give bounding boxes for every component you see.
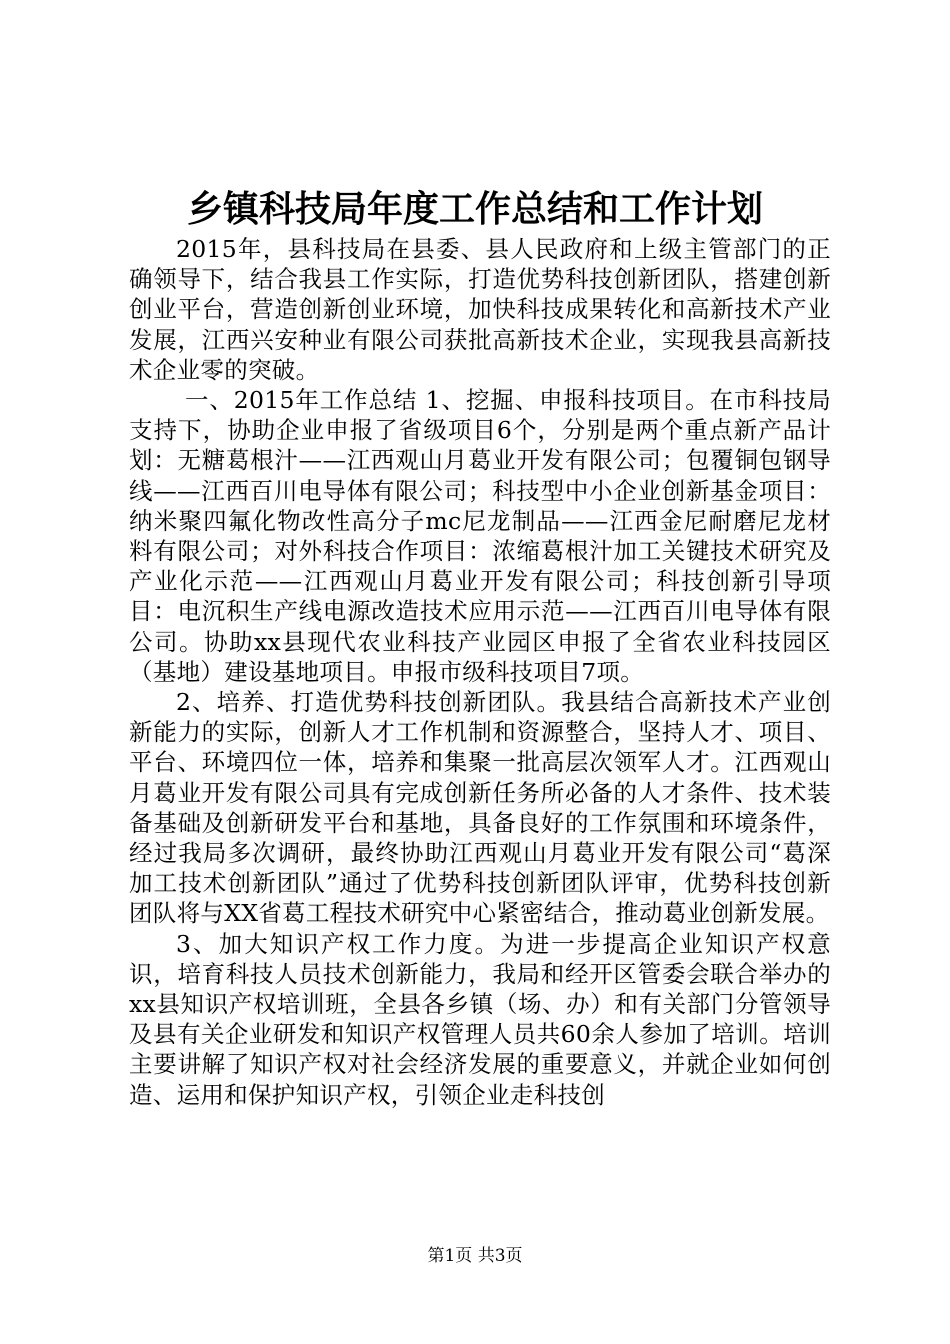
document-body bbox=[129, 234, 831, 1110]
paragraph-section-one: 一、2015年工作总结 1、挖掘、申报科技项目。在市科技局支持下，协助企业申报了省级项目6个，分别是两个重点新产品计划：无糖葛根汁——江西观山月葛业开发有限公司；包覆铜包钢导线——江西百川电导体有限公司；科技型中小企业创新基金项目：纳米聚四氟化物改性高分子mc尼龙制品——江西金尼耐磨尼龙材料有限公司；对外科技合作项目：浓缩葛根汁加工关键技术研究及产业化示范——江西观山月葛业开发有限公司；科技创新引导项目：电沉积生产线电源改造技术应用示范——江西百川电导体有限公司。协助xx县现代农业科技产业园区申报了全省农业科技园区（基地）建设基地项目。申报市级科技项目7项。 bbox=[129, 386, 831, 686]
paragraph-intellectual-property: 3、加大知识产权工作力度。为进一步提高企业知识产权意识，培育科技人员技术创新能力，我局和经开区管委会联合举办的xx县知识产权培训班，全县各乡镇（场、办）和有关部门分管领导及县有关企业研发和知识产权管理人员共60余人参加了培训。培训主要讲解了知识产权对社会经济发展的重要意义，并就企业如何创造、运用和保护知识产权，引领企业走科技创 bbox=[129, 929, 831, 1109]
page-number-footer: 第1页 共3页 bbox=[427, 1246, 523, 1266]
paragraph-innovation-team: 2、培养、打造优势科技创新团队。我县结合高新技术产业创新能力的实际，创新人才工作机制和资源整合，坚持人才、项目、平台、环境四位一体，培养和集聚一批高层次领军人才。江西观山月葛业开发有限公司具有完成创新任务所必备的人才条件、技术装备基础及创新研发平台和基地，具备良好的工作氛围和环境条件，经过我局多次调研，最终协助江西观山月葛业开发有限公司“葛深加工技术创新团队”通过了优势科技创新团队评审，优势科技创新团队将与XX省葛工程技术研究中心紧密结合，推动葛业创新发展。 bbox=[129, 688, 831, 928]
paragraph-intro: 2015年，县科技局在县委、县人民政府和上级主管部门的正确领导下，结合我县工作实际，打造优势科技创新团队，搭建创新创业平台，营造创新创业环境，加快科技成果转化和高新技术产业发展，江西兴安种业有限公司获批高新技术企业，实现我县高新技术企业零的突破。 bbox=[129, 235, 831, 384]
document-title: 乡镇科技局年度工作总结和工作计划 bbox=[186, 188, 763, 230]
